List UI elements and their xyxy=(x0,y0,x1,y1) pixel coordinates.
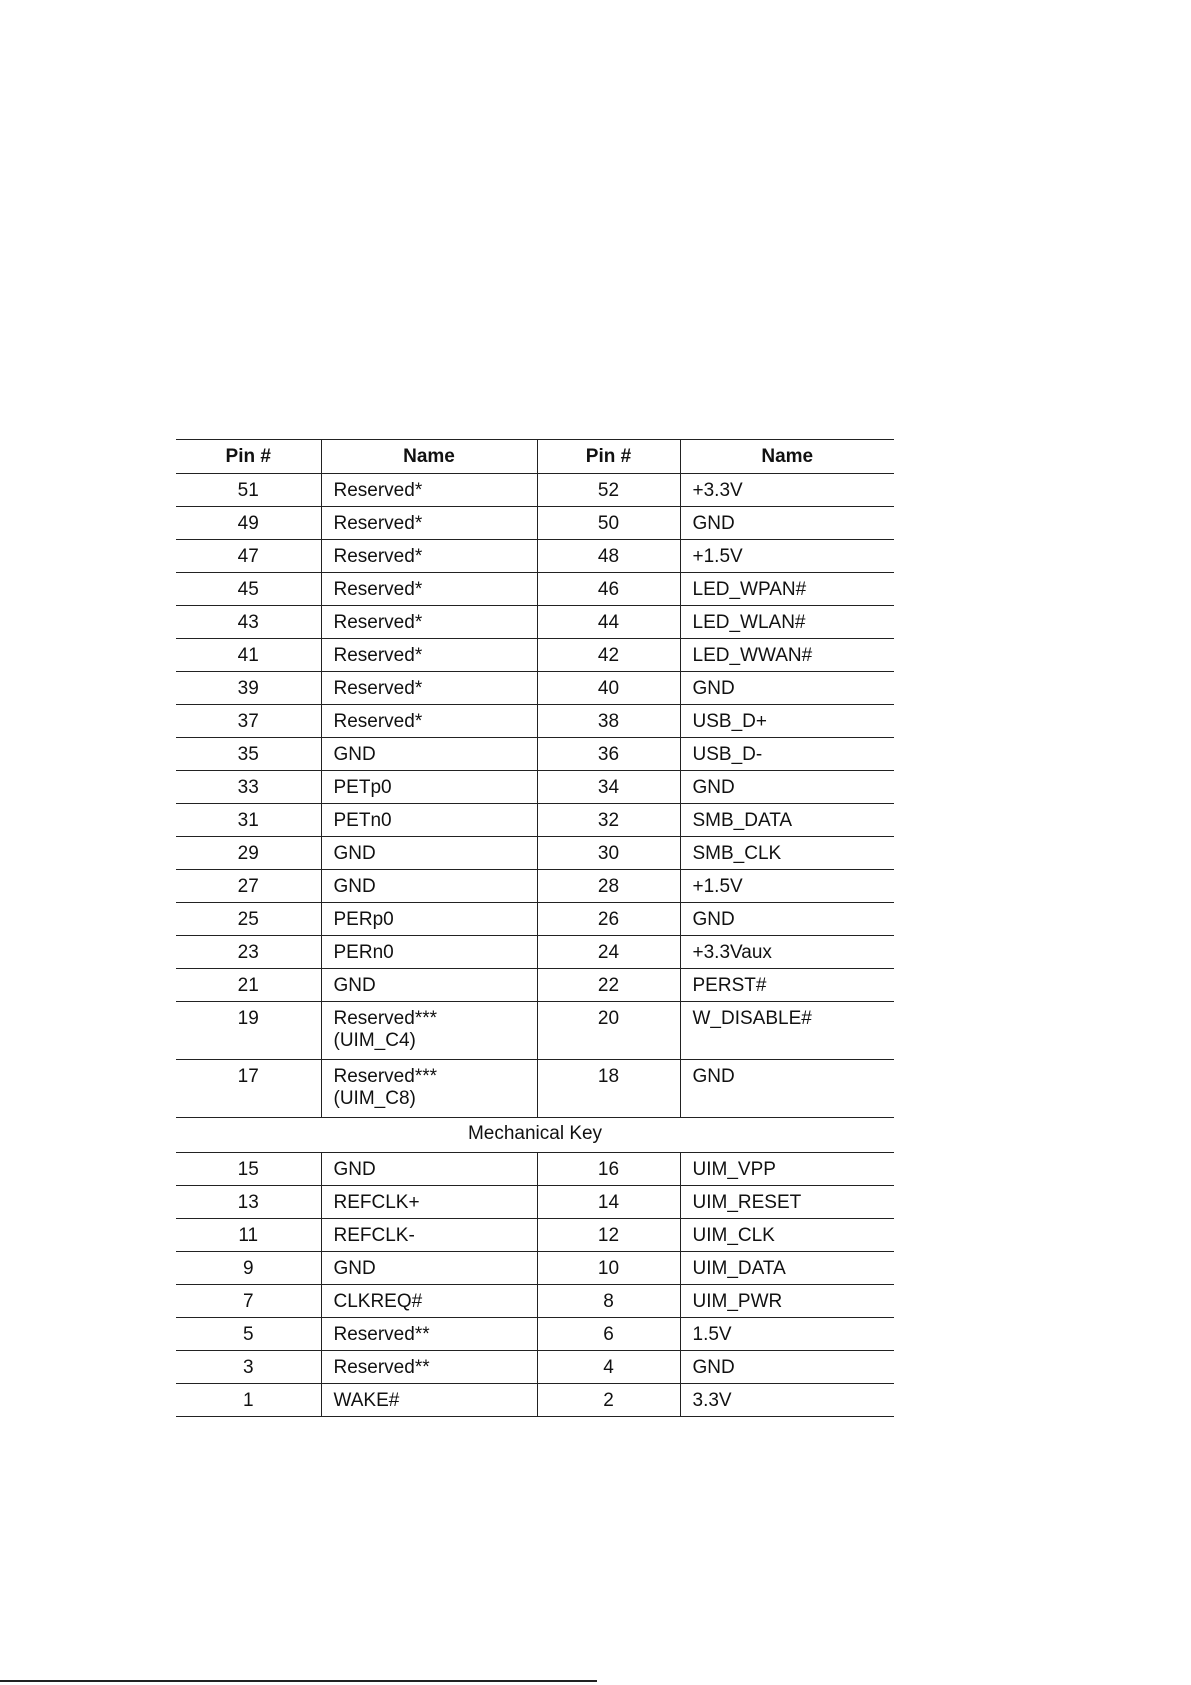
pinout-table xyxy=(176,439,894,1417)
signal-name-even: GND xyxy=(680,771,894,804)
table-row xyxy=(176,573,894,606)
signal-name-odd xyxy=(321,573,537,606)
signal-name-even: PERST# xyxy=(680,969,894,1002)
signal-name-odd xyxy=(321,804,537,837)
pin-number-even: 28 xyxy=(537,870,680,903)
pin-number-odd: 31 xyxy=(176,804,321,837)
table-row xyxy=(176,540,894,573)
signal-name-odd xyxy=(321,606,537,639)
pin-number-even: 4 xyxy=(537,1351,680,1384)
pinout-body xyxy=(176,474,894,1417)
table-row xyxy=(176,1384,894,1417)
table-row xyxy=(176,1219,894,1252)
table-row xyxy=(176,1153,894,1186)
table-row xyxy=(176,1060,894,1118)
signal-name-line: GND xyxy=(333,975,376,996)
signal-name-even: LED_WLAN# xyxy=(680,606,894,639)
signal-name-odd xyxy=(321,837,537,870)
pin-number-even: 40 xyxy=(537,672,680,705)
signal-name-odd xyxy=(321,1318,537,1351)
header-pin-b: Pin # xyxy=(537,440,680,474)
pin-number-even: 16 xyxy=(537,1153,680,1186)
pin-number-even: 32 xyxy=(537,804,680,837)
pin-number-odd: 27 xyxy=(176,870,321,903)
signal-name-odd xyxy=(321,705,537,738)
pin-number-even: 34 xyxy=(537,771,680,804)
signal-name-line: Reserved* xyxy=(333,678,423,699)
signal-name-odd xyxy=(321,936,537,969)
pin-number-even: 38 xyxy=(537,705,680,738)
pin-number-odd: 21 xyxy=(176,969,321,1002)
signal-name-line: Reserved* xyxy=(333,546,423,567)
table-row xyxy=(176,969,894,1002)
signal-name-line: GND xyxy=(333,843,376,864)
signal-name-odd xyxy=(321,1219,537,1252)
pin-number-odd: 25 xyxy=(176,903,321,936)
signal-name-line-2: (UIM_C8) xyxy=(333,1088,416,1109)
signal-name-odd xyxy=(321,507,537,540)
signal-name-odd xyxy=(321,1060,537,1118)
signal-name-line: Reserved* xyxy=(333,480,423,501)
signal-name-even: LED_WWAN# xyxy=(680,639,894,672)
signal-name-line: Reserved* xyxy=(333,711,423,732)
signal-name-even: SMB_DATA xyxy=(680,804,894,837)
signal-name-odd xyxy=(321,1285,537,1318)
signal-name-line: Reserved** xyxy=(333,1324,430,1345)
signal-name-odd xyxy=(321,969,537,1002)
signal-name-even: 1.5V xyxy=(680,1318,894,1351)
pin-number-even: 36 xyxy=(537,738,680,771)
pin-number-odd: 51 xyxy=(176,474,321,507)
table-row xyxy=(176,936,894,969)
pin-number-odd: 11 xyxy=(176,1219,321,1252)
pin-number-even: 44 xyxy=(537,606,680,639)
signal-name-even: GND xyxy=(680,1060,894,1118)
signal-name-odd xyxy=(321,1252,537,1285)
signal-name-odd xyxy=(321,672,537,705)
table-row xyxy=(176,1002,894,1060)
signal-name-even: UIM_DATA xyxy=(680,1252,894,1285)
signal-name-line: Reserved*** xyxy=(333,1008,437,1029)
pin-number-odd: 29 xyxy=(176,837,321,870)
signal-name-line: Reserved* xyxy=(333,579,423,600)
pin-number-odd: 45 xyxy=(176,573,321,606)
pin-number-even: 18 xyxy=(537,1060,680,1118)
signal-name-line: GND xyxy=(333,744,376,765)
pin-number-odd: 15 xyxy=(176,1153,321,1186)
table-row xyxy=(176,1351,894,1384)
signal-name-line: WAKE# xyxy=(333,1390,400,1411)
signal-name-even: UIM_CLK xyxy=(680,1219,894,1252)
pin-number-odd: 19 xyxy=(176,1002,321,1060)
signal-name-odd xyxy=(321,1384,537,1417)
pin-number-even: 10 xyxy=(537,1252,680,1285)
signal-name-line: Reserved* xyxy=(333,645,423,666)
signal-name-even: USB_D- xyxy=(680,738,894,771)
pin-number-odd: 47 xyxy=(176,540,321,573)
header-name-b: Name xyxy=(680,440,894,474)
pin-number-even: 24 xyxy=(537,936,680,969)
pin-number-even: 46 xyxy=(537,573,680,606)
table-row xyxy=(176,1285,894,1318)
pin-number-even: 8 xyxy=(537,1285,680,1318)
table-row xyxy=(176,837,894,870)
signal-name-odd xyxy=(321,870,537,903)
signal-name-even: 3.3V xyxy=(680,1384,894,1417)
pin-number-even: 14 xyxy=(537,1186,680,1219)
table-row xyxy=(176,606,894,639)
signal-name-line: PETn0 xyxy=(333,810,392,831)
table-row xyxy=(176,474,894,507)
signal-name-odd xyxy=(321,1186,537,1219)
mechanical-key-label: Mechanical Key xyxy=(176,1118,894,1153)
signal-name-line-2: (UIM_C4) xyxy=(333,1030,416,1051)
signal-name-even: SMB_CLK xyxy=(680,837,894,870)
signal-name-line: REFCLK+ xyxy=(333,1192,420,1213)
pin-number-odd: 37 xyxy=(176,705,321,738)
signal-name-line: Reserved* xyxy=(333,513,423,534)
pin-number-even: 48 xyxy=(537,540,680,573)
signal-name-odd xyxy=(321,1153,537,1186)
pin-number-odd: 49 xyxy=(176,507,321,540)
header-row xyxy=(176,440,894,474)
signal-name-odd xyxy=(321,771,537,804)
signal-name-line: REFCLK- xyxy=(333,1225,415,1246)
signal-name-even: GND xyxy=(680,903,894,936)
signal-name-line: GND xyxy=(333,876,376,897)
pin-number-even: 26 xyxy=(537,903,680,936)
pin-number-odd: 39 xyxy=(176,672,321,705)
pin-number-odd: 13 xyxy=(176,1186,321,1219)
signal-name-even: +1.5V xyxy=(680,540,894,573)
signal-name-even: GND xyxy=(680,507,894,540)
table-row xyxy=(176,705,894,738)
footer-rule xyxy=(0,1680,597,1682)
mechanical-key-row xyxy=(176,1118,894,1153)
signal-name-even: USB_D+ xyxy=(680,705,894,738)
signal-name-even: UIM_PWR xyxy=(680,1285,894,1318)
signal-name-even: GND xyxy=(680,672,894,705)
pin-number-odd: 3 xyxy=(176,1351,321,1384)
signal-name-odd xyxy=(321,903,537,936)
pin-number-even: 12 xyxy=(537,1219,680,1252)
pin-number-even: 42 xyxy=(537,639,680,672)
table-row xyxy=(176,738,894,771)
signal-name-even: +1.5V xyxy=(680,870,894,903)
table-row xyxy=(176,903,894,936)
table-row xyxy=(176,1186,894,1219)
signal-name-line: Reserved** xyxy=(333,1357,430,1378)
pin-number-even: 22 xyxy=(537,969,680,1002)
signal-name-odd xyxy=(321,1351,537,1384)
pin-number-odd: 1 xyxy=(176,1384,321,1417)
signal-name-even: LED_WPAN# xyxy=(680,573,894,606)
signal-name-line: Reserved*** xyxy=(333,1066,437,1087)
table-row xyxy=(176,1318,894,1351)
table-row xyxy=(176,804,894,837)
table-row xyxy=(176,870,894,903)
signal-name-line: GND xyxy=(333,1159,376,1180)
pin-number-odd: 7 xyxy=(176,1285,321,1318)
signal-name-line: PERn0 xyxy=(333,942,394,963)
pin-number-even: 50 xyxy=(537,507,680,540)
pin-number-odd: 43 xyxy=(176,606,321,639)
pin-number-odd: 33 xyxy=(176,771,321,804)
signal-name-odd xyxy=(321,540,537,573)
signal-name-odd xyxy=(321,738,537,771)
signal-name-line: PETp0 xyxy=(333,777,392,798)
signal-name-even: GND xyxy=(680,1351,894,1384)
pin-number-even: 52 xyxy=(537,474,680,507)
pin-number-odd: 23 xyxy=(176,936,321,969)
pin-number-odd: 9 xyxy=(176,1252,321,1285)
pin-number-odd: 5 xyxy=(176,1318,321,1351)
pin-number-even: 20 xyxy=(537,1002,680,1060)
signal-name-even: +3.3Vaux xyxy=(680,936,894,969)
pin-number-even: 6 xyxy=(537,1318,680,1351)
signal-name-odd xyxy=(321,474,537,507)
signal-name-even: +3.3V xyxy=(680,474,894,507)
signal-name-odd xyxy=(321,639,537,672)
table-row xyxy=(176,1252,894,1285)
signal-name-even: W_DISABLE# xyxy=(680,1002,894,1060)
signal-name-line: GND xyxy=(333,1258,376,1279)
signal-name-even: UIM_VPP xyxy=(680,1153,894,1186)
pin-number-odd: 17 xyxy=(176,1060,321,1118)
table-row xyxy=(176,672,894,705)
header-name-a: Name xyxy=(321,440,537,474)
signal-name-even: UIM_RESET xyxy=(680,1186,894,1219)
table-row xyxy=(176,639,894,672)
pin-number-even: 2 xyxy=(537,1384,680,1417)
signal-name-line: PERp0 xyxy=(333,909,394,930)
table-row xyxy=(176,507,894,540)
signal-name-line: CLKREQ# xyxy=(333,1291,423,1312)
table-row xyxy=(176,771,894,804)
pin-number-odd: 41 xyxy=(176,639,321,672)
signal-name-odd xyxy=(321,1002,537,1060)
header-pin-a: Pin # xyxy=(176,440,321,474)
pin-number-even: 30 xyxy=(537,837,680,870)
signal-name-line: Reserved* xyxy=(333,612,423,633)
pin-number-odd: 35 xyxy=(176,738,321,771)
